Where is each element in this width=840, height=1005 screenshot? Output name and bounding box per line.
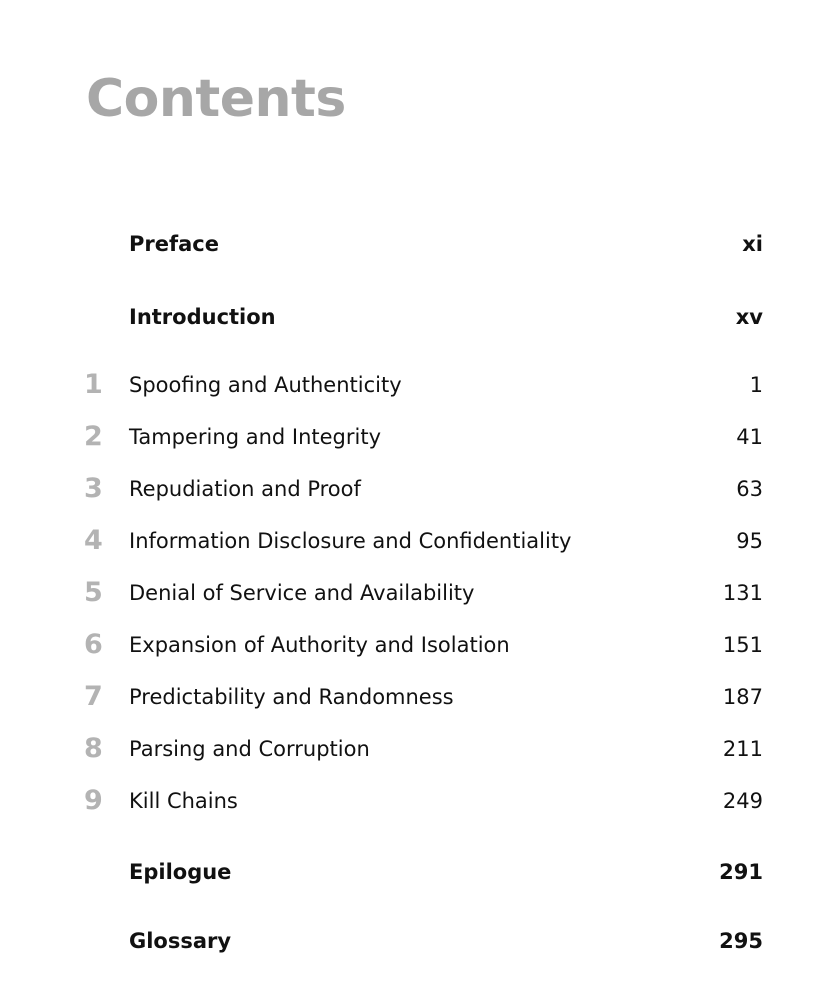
toc-chapter-8[interactable] [0,729,840,769]
toc-chapter-1[interactable] [0,365,840,405]
toc-entry-page: xi [742,232,763,256]
toc-entry-page: 295 [719,929,763,953]
chapter-number: 8 [84,733,103,764]
chapter-title: Denial of Service and Availability [129,581,475,605]
chapter-page: 63 [736,477,763,501]
chapter-page: 1 [749,373,763,397]
toc-entry-title: Introduction [129,305,276,329]
chapter-number: 2 [84,421,103,452]
toc-chapter-6[interactable] [0,625,840,665]
toc-entry-title: Preface [129,232,219,256]
chapter-title: Tampering and Integrity [129,425,382,449]
chapter-number: 1 [84,369,103,400]
chapter-number: 4 [84,525,103,556]
toc-entry-preface[interactable] [0,224,840,264]
toc-entry-introduction[interactable] [0,297,840,337]
chapter-page: 187 [722,685,763,709]
toc-entry-page: 291 [719,860,763,884]
chapter-title: Kill Chains [129,789,238,813]
chapter-title: Repudiation and Proof [129,477,361,501]
chapter-title: Expansion of Authority and Isolation [129,633,510,657]
chapter-title: Information Disclosure and Confidentiality [129,529,572,553]
chapter-number: 9 [84,785,103,816]
chapter-page: 151 [722,633,763,657]
chapter-number: 5 [84,577,103,608]
chapter-number: 7 [84,681,103,712]
chapter-page: 249 [722,789,763,813]
toc-entry-page: xv [735,305,763,329]
chapter-number: 3 [84,473,103,504]
chapter-number: 6 [84,629,103,660]
toc-entry-title: Glossary [129,929,232,953]
toc-chapter-9[interactable] [0,781,840,821]
page-title: Contents [86,69,346,129]
chapter-page: 95 [736,529,763,553]
toc-chapter-5[interactable] [0,573,840,613]
toc-entry-epilogue[interactable] [0,852,840,892]
chapter-page: 131 [722,581,763,605]
toc-entry-glossary[interactable] [0,921,840,961]
toc-entry-title: Epilogue [129,860,232,884]
chapter-page: 41 [736,425,763,449]
chapter-page: 211 [722,737,763,761]
chapter-title: Parsing and Corruption [129,737,370,761]
chapter-title: Spoofing and Authenticity [129,373,402,397]
toc-chapter-3[interactable] [0,469,840,509]
toc-chapter-4[interactable] [0,521,840,561]
chapter-title: Predictability and Randomness [129,685,454,709]
toc-chapter-7[interactable] [0,677,840,717]
toc-chapter-2[interactable] [0,417,840,457]
